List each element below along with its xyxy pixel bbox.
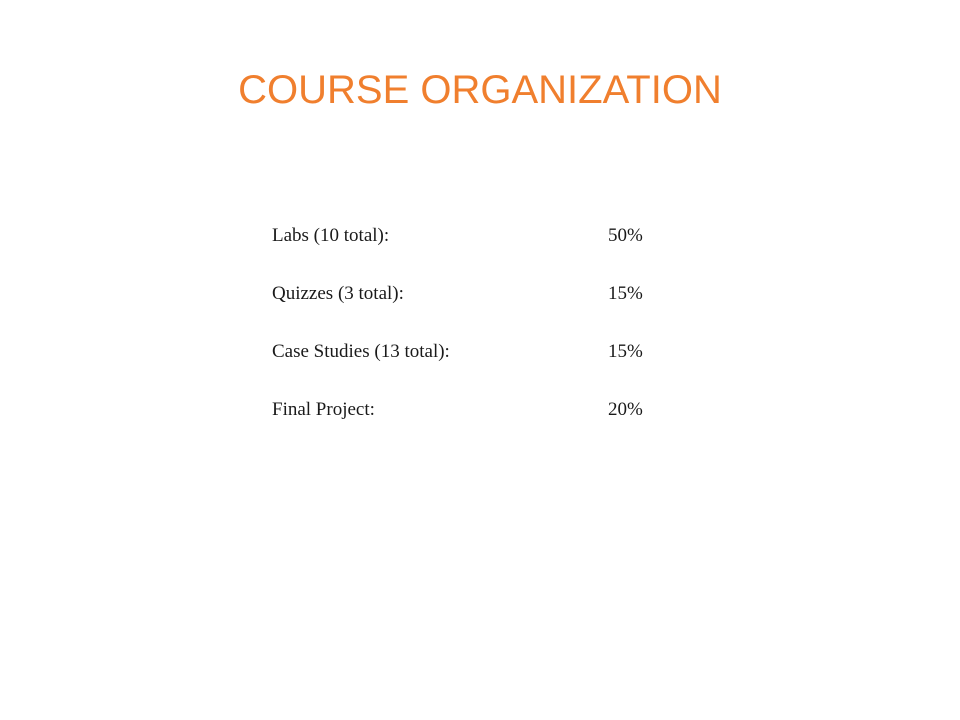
grading-label: Quizzes (3 total):: [272, 283, 404, 304]
grading-percentage: 20%: [608, 399, 643, 420]
grading-row-labs: [272, 222, 692, 280]
grading-label: Labs (10 total):: [272, 225, 390, 246]
slide-title: COURSE ORGANIZATION: [238, 68, 722, 112]
grading-row-final-project: [272, 396, 692, 454]
grading-percentage: 15%: [608, 341, 643, 362]
grading-breakdown: [272, 222, 692, 454]
grading-percentage: 15%: [608, 283, 643, 304]
grading-row-case-studies: [272, 338, 692, 396]
grading-label: Final Project:: [272, 399, 375, 420]
grading-row-quizzes: [272, 280, 692, 338]
grading-label: Case Studies (13 total):: [272, 341, 450, 362]
grading-percentage: 50%: [608, 225, 643, 246]
